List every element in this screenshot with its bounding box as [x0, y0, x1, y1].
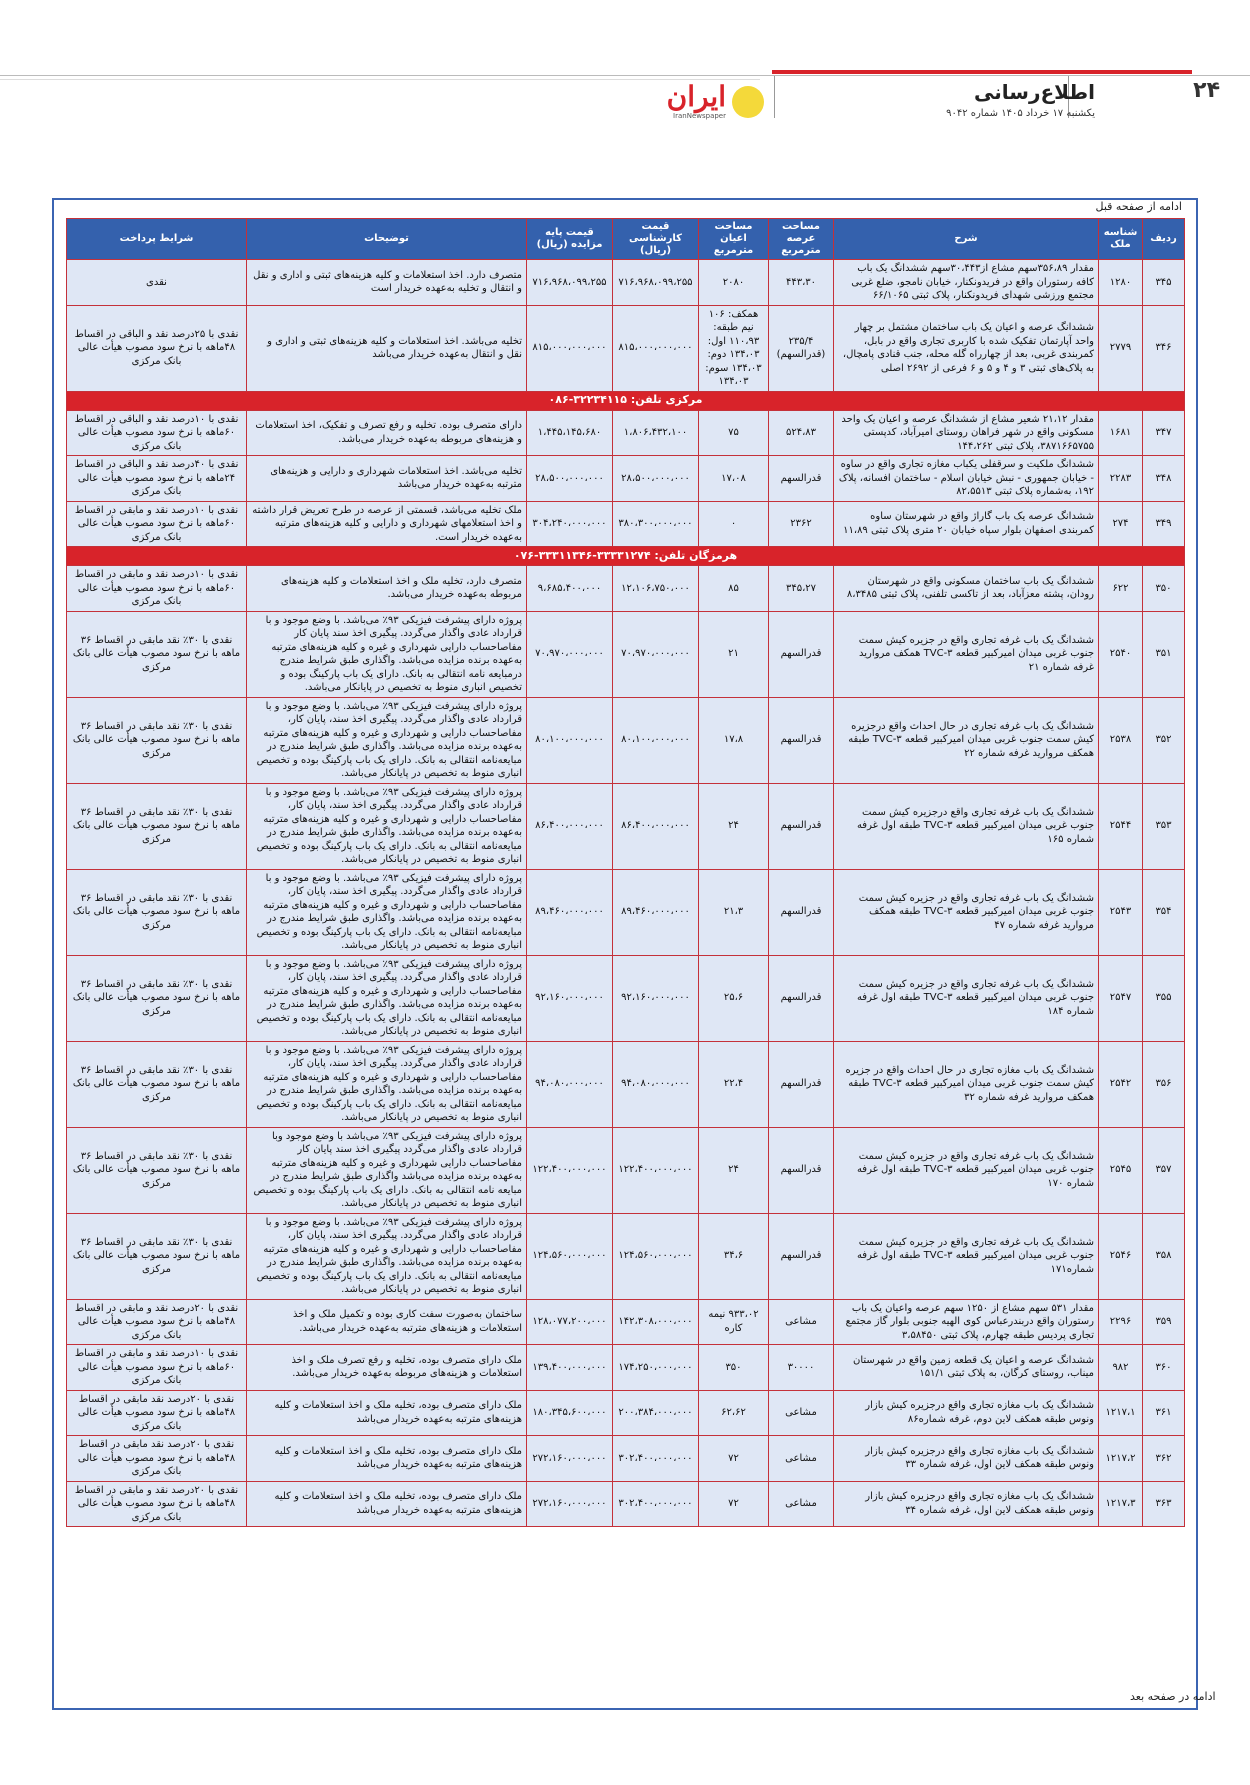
table-cell: ملک دارای متصرف بوده، تخلیه ملک و اخذ استعلامات و کلیه هزینه‌های مترتبه به‌عهده خریدار می‌باشد [247, 1481, 527, 1527]
table-cell: قدرالسهم [769, 1127, 834, 1213]
column-header: قیمت پایه مزایده (ریال) [527, 219, 613, 260]
header-divider [774, 76, 775, 118]
table-cell: ۳۵۰ [1143, 566, 1185, 612]
table-cell: ۲۵۴۳ [1099, 869, 1143, 955]
table-cell: ششدانگ یک باب غرفه تجاری واقع در جزیره کیش سمت جنوب غربی میدان امیرکبیر قطعه TVC-۳ طبقه همکف مروارید غرفه شماره ۴۷ [834, 869, 1099, 955]
column-header: مساحت اعیان مترمربع [699, 219, 769, 260]
table-cell: ۹۲،۱۶۰،۰۰۰،۰۰۰ [527, 955, 613, 1041]
table-body [67, 260, 1185, 1527]
table-cell: ششدانگ یک باب ساختمان مسکونی واقع در شهرستان رودان، پشته معزآباد، بعد از تاکسی تلفنی، پلاک ثبتی ۸،۳۴۸۵ [834, 566, 1099, 612]
table-cell: ۶۲،۶۲ [699, 1390, 769, 1436]
table-cell: قدرالسهم [769, 456, 834, 502]
table-cell: قدرالسهم [769, 1213, 834, 1299]
table-cell: ۳۶۱ [1143, 1390, 1185, 1436]
column-header: مساحت عرصه مترمربع [769, 219, 834, 260]
table-cell: نقدی با ۳۰٪ نقد مابقی در اقساط ۳۶ ماهه با نرخ سود مصوب هیأت عالی بانک مرکزی [67, 955, 247, 1041]
table-cell: پروژه دارای پیشرفت فیزیکی ۹۳٪ می‌باشد با وضع موجود وبا قرارداد عادی واگذار می‌گردد پیگیری اخذ سند پایان کار مفاصاحساب دارایی شهرداری و غیره و کلیه هزینه‌های مترتبه به‌عهده برنده مزایده می‌باشد واگذاری طبق شرایط مندرج در مبایعه نامه انتقالی به بانک. دارای یک باب پارکینگ بوده و تخصیص انباری منوط به تخصیص در پایانکار می‌باشد. [247, 1127, 527, 1213]
table-cell: پروژه دارای پیشرفت فیزیکی ۹۳٪ می‌باشد. با وضع موجود و با قرارداد عادی واگذار می‌گردد. پیگیری اخذ سند، پایان کار، مفاصاحساب دارایی و شهرداری و غیره و کلیه هزینه‌های مترتبه به‌عهده برنده مزایده می‌باشد. واگذاری طبق شرایط مندرج در مبایعه‌نامه انتقالی به بانک. دارای یک باب پارکینگ بوده و تخصیص انباری منوط به تخصیص در پایانکار می‌باشد. [247, 955, 527, 1041]
table-cell: ۱،۸۰۶،۴۳۲،۱۰۰ [613, 410, 699, 456]
table-cell: ۱۲۸۰ [1099, 260, 1143, 306]
table-cell: ۲۵۴۷ [1099, 955, 1143, 1041]
table-cell: نقدی با ۳۰٪ نقد مابقی در اقساط ۳۶ ماهه با نرخ سود مصوب هیأت عالی بانک مرکزی [67, 611, 247, 697]
table-cell: ۲۲۸۳ [1099, 456, 1143, 502]
table-cell: ششدانگ عرصه و اعیان یک باب ساختمان مشتمل بر چهار واحد آپارتمان تفکیک شده با کاربری تجاری واقع در بابل، کمربندی غربی، بعد از چهارراه گله محله، جنب قنادی پامچال، به پلاک‌های ثبتی ۳ و ۴ و ۵ و ۶ فرعی از ۲۶۹۲ اصلی [834, 305, 1099, 391]
table-row [67, 1481, 1185, 1527]
table-cell: ۱،۴۴۵،۱۴۵،۶۸۰ [527, 410, 613, 456]
logo-text: ایران [666, 80, 726, 113]
table-cell: پروژه دارای پیشرفت فیزیکی ۹۳٪ می‌باشد. با وضع موجود و با قرارداد عادی واگذار می‌گردد. پیگیری اخذ سند، پایان کار، مفاصاحساب دارایی و شهرداری و غیره و کلیه هزینه‌های مترتبه به‌عهده برنده مزایده می‌باشد. واگذاری طبق شرایط مندرج در مبایعه‌نامه انتقالی به بانک. دارای یک باب پارکینگ بوده و تخصیص انباری منوط به تخصیص در پایانکار می‌باشد. [247, 1041, 527, 1127]
table-cell: ۹،۶۸۵،۴۰۰،۰۰۰ [527, 566, 613, 612]
table-cell: پروژه دارای پیشرفت فیزیکی ۹۳٪ می‌باشد. با وضع موجود و با قرارداد عادی واگذار می‌گردد. پیگیری اخذ سند، پایان کار، مفاصاحساب دارایی و شهرداری و غیره و کلیه هزینه‌های مترتبه به‌عهده برنده مزایده می‌باشد. واگذاری طبق شرایط مندرج در مبایعه‌نامه انتقالی به بانک. دارای یک باب پارکینگ بوده و تخصیص انباری منوط به تخصیص در پایانکار می‌باشد. [247, 783, 527, 869]
table-cell: ۳۰۰۰۰ [769, 1345, 834, 1391]
table-cell: ۳۶۲ [1143, 1436, 1185, 1482]
table-cell: ۳۸۰،۳۰۰،۰۰۰،۰۰۰ [613, 501, 699, 547]
table-cell: ۷۲ [699, 1481, 769, 1527]
region-band [67, 547, 1185, 566]
table-cell: مقدار ۲۱،۱۲ شعیر مشاع از ششدانگ عرصه و اعیان یک واحد مسکونی واقع در شهر فراهان روستای امیرآباد، کدپستی ۳۸۷۱۶۶۵۷۵۵، پلاک ثبتی ۱۴۴،۲۶۲ [834, 410, 1099, 456]
table-cell: ۳۴۶ [1143, 305, 1185, 391]
table-cell: ششدانگ یک باب غرفه تجاری واقع در جزیره کیش سمت جنوب غربی میدان امیرکبیر قطعه TVC-۳ همکف مروارید غرفه شماره ۲۱ [834, 611, 1099, 697]
table-cell: ۳۵۲ [1143, 697, 1185, 783]
table-cell: ۹۳۳،۰۲ نیمه کاره [699, 1299, 769, 1345]
table-cell: ملک دارای متصرف بوده، تخلیه و رفع تصرف ملک و اخذ استعلامات و هزینه‌های مربوطه به‌عهده خریدار می‌باشد. [247, 1345, 527, 1391]
column-header: قیمت کارشناسی (ریال) [613, 219, 699, 260]
table-cell: ۳۴۷ [1143, 410, 1185, 456]
table-cell: ۳۴۵ [1143, 260, 1185, 306]
region-band [67, 391, 1185, 410]
column-header: شرایط پرداخت [67, 219, 247, 260]
table-cell: ۸۶،۴۰۰،۰۰۰،۰۰۰ [527, 783, 613, 869]
table-cell: ۷۵ [699, 410, 769, 456]
table-cell: ۱۲۱۷،۱ [1099, 1390, 1143, 1436]
table-cell: ۳۴۸ [1143, 456, 1185, 502]
newspaper-logo [664, 80, 764, 122]
table-cell: ششدانگ ملکیت و سرقفلی یکباب مغازه تجاری واقع در ساوه - خیابان جمهوری - نبش خیابان اسلام - ساختمان افسانه، پلاک ۱۹۲، به‌شماره پلاک ثبتی ۸۲،۵۵۱۳ [834, 456, 1099, 502]
table-header-row [67, 219, 1185, 260]
table-cell: ۳۴۹ [1143, 501, 1185, 547]
table-cell: نقدی [67, 260, 247, 306]
table-row [67, 260, 1185, 306]
table-cell: نقدی با ۲۰درصد نقد مابقی در اقساط ۴۸ماهه با نرخ سود مصوب هیأت عالی بانک مرکزی [67, 1390, 247, 1436]
table-cell: ۰ [699, 501, 769, 547]
table-cell: تخلیه می‌باشد. اخذ استعلامات و کلیه هزینه‌های ثبتی و اداری و نقل و انتقال به‌عهده خریدار می‌باشد [247, 305, 527, 391]
table-cell: مقدار ۵۳۱ سهم مشاع از ۱۲۵۰ سهم عرصه واعیان یک باب رستوران واقع دربندرعباس کوی الهیه جنوبی بلوار گاز مجتمع تجاری پردیس طبقه چهارم، پلاک ثبتی ۳،۵۸۴۵۰ [834, 1299, 1099, 1345]
table-cell: متصرف دارد. اخذ استعلامات و کلیه هزینه‌های ثبتی و اداری و نقل و انتقال و تخلیه به‌عهده خریدار است [247, 260, 527, 306]
table-cell: نقدی با ۳۰٪ نقد مابقی در اقساط ۳۶ ماهه با نرخ سود مصوب هیأت عالی بانک مرکزی [67, 1213, 247, 1299]
table-cell: ۲۰۸۰ [699, 260, 769, 306]
table-cell: ۹۲،۱۶۰،۰۰۰،۰۰۰ [613, 955, 699, 1041]
table-cell: ۱۷،۸ [699, 697, 769, 783]
table-cell: ششدانگ یک باب مغازه تجاری واقع درجزیره کیش بازار ونوس طبقه همکف لاین اول، غرفه شماره ۳۴ [834, 1481, 1099, 1527]
table-row [67, 1299, 1185, 1345]
table-cell: ۴۴۳،۳۰ [769, 260, 834, 306]
auction-table [66, 218, 1185, 1527]
table-cell: ششدانگ یک باب غرفه تجاری واقع درجزیره کیش سمت جنوب غربی میدان امیرکبیر قطعه TVC-۳ طبقه اول غرفه شماره ۱۶۵ [834, 783, 1099, 869]
table-cell: ۳۵۷ [1143, 1127, 1185, 1213]
table-cell: پروژه دارای پیشرفت فیزیکی ۹۳٪ می‌باشد. با وضع موجود و با قرارداد عادی واگذار می‌گردد. پیگیری اخذ سند، پایان کار، مفاصاحساب دارایی و شهرداری و غیره و کلیه هزینه‌های مترتبه به‌عهده برنده مزایده می‌باشد. واگذاری طبق شرایط مندرج در مبایعه‌نامه انتقالی به بانک. دارای یک باب پارکینگ بوده و تخصیص انباری منوط به تخصیص در پایانکار می‌باشد. [247, 1213, 527, 1299]
table-cell: نقدی با ۳۰٪ نقد مابقی در اقساط ۳۶ ماهه با نرخ سود مصوب هیأت عالی بانک مرکزی [67, 1127, 247, 1213]
table-cell: ۱۲۲،۴۰۰،۰۰۰،۰۰۰ [527, 1127, 613, 1213]
table-cell: ۲۴ [699, 783, 769, 869]
table-row [67, 955, 1185, 1041]
table-cell: ششدانگ عرصه یک باب گاراژ واقع در شهرستان ساوه کمربندی اصفهان بلوار سپاه خیابان ۲۰ متری پلاک ثبتی ۱۱،۸۹ [834, 501, 1099, 547]
table-cell: ۹۴،۰۸۰،۰۰۰،۰۰۰ [613, 1041, 699, 1127]
table-cell: قدرالسهم [769, 697, 834, 783]
table-cell: ۳۵۳ [1143, 783, 1185, 869]
table-cell: ۹۸۲ [1099, 1345, 1143, 1391]
sun-icon [732, 86, 764, 118]
table-cell: ۲۲،۴ [699, 1041, 769, 1127]
table-cell: ۱۲۴،۵۶۰،۰۰۰،۰۰۰ [613, 1213, 699, 1299]
table-cell: ۲۷۲،۱۶۰،۰۰۰،۰۰۰ [527, 1481, 613, 1527]
table-cell: نقدی با ۱۰درصد نقد و مابقی در اقساط ۶۰ماهه با نرخ سود مصوب هیأت عالی بانک مرکزی [67, 1345, 247, 1391]
table-cell: قدرالسهم [769, 783, 834, 869]
table-cell: قدرالسهم [769, 1041, 834, 1127]
table-cell: ۱۴۲،۳۰۸،۰۰۰،۰۰۰ [613, 1299, 699, 1345]
table-cell: ۲۵۴۵ [1099, 1127, 1143, 1213]
table-cell: نقدی با ۴۰درصد نقد و الباقی در اقساط ۲۴ماهه با نرخ سود مصوب هیأت عالی بانک مرکزی [67, 456, 247, 502]
table-cell: ۷۱۶،۹۶۸،۰۹۹،۲۵۵ [527, 260, 613, 306]
table-cell: نقدی با ۱۰درصد نقد و مابقی در اقساط ۶۰ماهه با نرخ سود مصوب هیأت عالی بانک مرکزی [67, 566, 247, 612]
table-cell: تخلیه می‌باشد. اخذ استعلامات شهرداری و دارایی و هزینه‌های مترتبه به‌عهده خریدار می‌باشد [247, 456, 527, 502]
table-cell: ۲۵،۶ [699, 955, 769, 1041]
table-cell: پروژه دارای پیشرفت فیزیکی ۹۳٪ می‌باشد. با وضع موجود و با قرارداد عادی واگذار می‌گردد. پیگیری اخذ سند، پایان کار، مفاصاحساب دارایی و شهرداری و غیره و کلیه هزینه‌های مترتبه به‌عهده برنده مزایده می‌باشد. واگذاری طبق شرایط مندرج در مبایعه‌نامه انتقالی به بانک. دارای یک باب پارکینگ بوده و تخصیص انباری منوط به تخصیص در پایانکار می‌باشد. [247, 869, 527, 955]
table-cell: ۳۵۱ [1143, 611, 1185, 697]
table-cell: ۲۳۶۲ [769, 501, 834, 547]
table-cell: ششدانگ یک باب غرفه تجاری در حال احداث واقع درجزیره کیش سمت جنوب غربی میدان امیرکبیر قطعه TVC-۳ طبقه همکف مروارید غرفه شماره ۲۲ [834, 697, 1099, 783]
table-cell: مقدار ۳۵۶،۸۹سهم مشاع از۳۰،۴۴۳سهم ششدانگ یک باب کافه رستوران واقع در فریدونکنار، خیابان نامجو، ضلع غربی مجتمع ورزشی شهدای فریدونکنار، پلاک ثبتی ۶۶/۱۰۶۵ [834, 260, 1099, 306]
table-cell: ۳۵۸ [1143, 1213, 1185, 1299]
table-cell: ملک دارای متصرف بوده، تخلیه ملک و اخذ استعلامات و کلیه هزینه‌های مترتبه به‌عهده خریدار می‌باشد [247, 1436, 527, 1482]
table-cell: ۸۱۵،۰۰۰،۰۰۰،۰۰۰ [613, 305, 699, 391]
table-cell: ۲۴ [699, 1127, 769, 1213]
table-cell: ۸۹،۴۶۰،۰۰۰،۰۰۰ [613, 869, 699, 955]
column-header: شرح [834, 219, 1099, 260]
table-cell: ۱۲۸،۰۷۷،۲۰۰،۰۰۰ [527, 1299, 613, 1345]
table-cell: ۶۲۲ [1099, 566, 1143, 612]
table-cell: نقدی با ۳۰٪ نقد مابقی در اقساط ۳۶ ماهه با نرخ سود مصوب هیأت عالی بانک مرکزی [67, 869, 247, 955]
table-cell: نقدی با ۳۰٪ نقد مابقی در اقساط ۳۶ ماهه با نرخ سود مصوب هیأت عالی بانک مرکزی [67, 1041, 247, 1127]
column-header: شناسه ملک [1099, 219, 1143, 260]
table-cell: نقدی با ۳۰٪ نقد مابقی در اقساط ۳۶ ماهه با نرخ سود مصوب هیأت عالی بانک مرکزی [67, 783, 247, 869]
table-cell: ۱۸۰،۳۴۵،۶۰۰،۰۰۰ [527, 1390, 613, 1436]
table-row [67, 783, 1185, 869]
table-cell: ۷۰،۹۷۰،۰۰۰،۰۰۰ [527, 611, 613, 697]
table-cell: ۳۵۶ [1143, 1041, 1185, 1127]
table-cell: ۸۹،۴۶۰،۰۰۰،۰۰۰ [527, 869, 613, 955]
table-cell: مشاعی [769, 1436, 834, 1482]
table-cell: ۱۷۴،۲۵۰،۰۰۰،۰۰۰ [613, 1345, 699, 1391]
column-header: ردیف [1143, 219, 1185, 260]
table-row [67, 1127, 1185, 1213]
table-cell: قدرالسهم [769, 869, 834, 955]
table-cell: ۲۱،۳ [699, 869, 769, 955]
header-accent-bar [772, 70, 1192, 74]
table-cell: ۸۰،۱۰۰،۰۰۰،۰۰۰ [527, 697, 613, 783]
table-cell: پروژه دارای پیشرفت فیزیکی ۹۳٪ می‌باشد. با وضع موجود و با قرارداد عادی واگذار می‌گردد. پیگیری اخذ سند، پایان کار، مفاصاحساب دارایی و شهرداری و غیره و کلیه هزینه‌های مترتبه به‌عهده برنده مزایده می‌باشد. واگذاری طبق شرایط مندرج در مبایعه‌نامه انتقالی به بانک. دارای یک باب پارکینگ بوده و تخصیص انباری منوط به تخصیص در پایانکار می‌باشد. [247, 697, 527, 783]
table-row [67, 1041, 1185, 1127]
table-cell: مشاعی [769, 1299, 834, 1345]
table-cell: ۲۵۳۸ [1099, 697, 1143, 783]
table-cell: ۳۶۳ [1143, 1481, 1185, 1527]
table-row [67, 1345, 1185, 1391]
table-cell: ۳۰۲،۴۰۰،۰۰۰،۰۰۰ [613, 1436, 699, 1482]
logo-subtitle: IranNewspaper [673, 112, 726, 120]
table-cell: ششدانگ یک باب مغازه تجاری واقع درجزیره کیش بازار ونوس طبقه همکف لاین دوم، غرفه شماره۸۶ [834, 1390, 1099, 1436]
table-cell: ۱۲۱۷،۳ [1099, 1481, 1143, 1527]
continued-to-note: ادامه در صفحه بعد [1130, 1690, 1216, 1703]
table-cell: ۲۱ [699, 611, 769, 697]
table-cell: ۷۱۶،۹۶۸،۰۹۹،۲۵۵ [613, 260, 699, 306]
region-phone: مرکزی تلفن: ۳۲۲۳۴۱۱۵-۰۸۶ [67, 391, 1185, 410]
table-cell: نقدی با ۱۰درصد نقد و مابقی در اقساط ۶۰ماهه با نرخ سود مصوب هیأت عالی بانک مرکزی [67, 501, 247, 547]
page-number: ۲۴ [1193, 78, 1220, 103]
table-cell: ۱۲۴،۵۶۰،۰۰۰،۰۰۰ [527, 1213, 613, 1299]
table-cell: ۸۱۵،۰۰۰،۰۰۰،۰۰۰ [527, 305, 613, 391]
table-cell: ساختمان به‌صورت سفت کاری بوده و تکمیل ملک و اخذ استعلامات و هزینه‌های مترتبه به‌عهده خریدار می‌باشد. [247, 1299, 527, 1345]
table-cell: ۲۷۲،۱۶۰،۰۰۰،۰۰۰ [527, 1436, 613, 1482]
table-row [67, 410, 1185, 456]
table-cell: ۳۶۰ [1143, 1345, 1185, 1391]
continued-from-note: ادامه از صفحه قبل [1095, 200, 1182, 213]
table-cell: ۲۳۵/۴ (قدرالسهم) [769, 305, 834, 391]
table-row [67, 1213, 1185, 1299]
table-cell: قدرالسهم [769, 955, 834, 1041]
table-row [67, 697, 1185, 783]
table-cell: ۳۴،۶ [699, 1213, 769, 1299]
table-cell: ملک تخلیه می‌باشد، قسمتی از عرصه در طرح تعریض قرار داشته و اخذ استعلامهای شهرداری و دارایی و کلیه هزینه‌های مترتبه به‌عهده خریدار است. [247, 501, 527, 547]
table-cell: ۷۲ [699, 1436, 769, 1482]
table-cell: ششدانگ یک باب مغازه تجاری واقع درجزیره کیش بازار ونوس طبقه همکف لاین اول، غرفه شماره ۳۳ [834, 1436, 1099, 1482]
table-cell: نقدی با ۲۵درصد نقد و الباقی در اقساط ۴۸ماهه با نرخ سود مصوب هیأت عالی بانک مرکزی [67, 305, 247, 391]
table-cell: ۱۶۸۱ [1099, 410, 1143, 456]
table-cell: ۳۵۵ [1143, 955, 1185, 1041]
table-cell: ۳۵۹ [1143, 1299, 1185, 1345]
table-cell: ۲۸،۵۰۰،۰۰۰،۰۰۰ [613, 456, 699, 502]
date-line: یکشنبه ۱۷ خرداد ۱۴۰۵ شماره ۹۰۴۲ [946, 108, 1095, 119]
table-row [67, 305, 1185, 391]
table-cell: ۲۵۴۰ [1099, 611, 1143, 697]
table-cell: پروژه دارای پیشرفت فیزیکی ۹۳٪ می‌باشد. با وضع موجود و با قرارداد عادی واگذار می‌گردد. پیگیری اخذ سند پایان کار مفاصاحساب دارایی شهرداری و غیره و کلیه هزینه‌های مترتبه به‌عهده برنده مزایده می‌باشد. واگذاری طبق شرایط مندرج درمبایعه نامه انتقالی به بانک. دارای یک باب پارکینگ بوده و تخصیص انباری منوط به تخصیص در پایانکار می‌باشد. [247, 611, 527, 697]
table-cell: ۱۳۹،۴۰۰،۰۰۰،۰۰۰ [527, 1345, 613, 1391]
table-cell: همکف: ۱۰۶ نیم طبقه: ۱۱۰،۹۳ اول: ۱۳۴،۰۳ دوم: ۱۳۴،۰۳ سوم: ۱۳۴،۰۳ [699, 305, 769, 391]
table-cell: ۲۵۴۲ [1099, 1041, 1143, 1127]
table-row [67, 566, 1185, 612]
table-cell: ۵۲۴،۸۳ [769, 410, 834, 456]
table-cell: ملک دارای متصرف بوده، تخلیه ملک و اخذ استعلامات و کلیه هزینه‌های مترتبه به‌عهده خریدار می‌باشد [247, 1390, 527, 1436]
table-cell: ۲۸،۵۰۰،۰۰۰،۰۰۰ [527, 456, 613, 502]
table-cell: ۲۲۹۶ [1099, 1299, 1143, 1345]
table-cell: ششدانگ یک باب مغازه تجاری در حال احداث واقع در جزیره کیش سمت جنوب غربی میدان امیرکبیر قطعه TVC-۳ طبقه همکف مروارید غرفه شماره ۳۲ [834, 1041, 1099, 1127]
table-cell: ۱۲،۱۰۶،۷۵۰،۰۰۰ [613, 566, 699, 612]
table-row [67, 1436, 1185, 1482]
table-cell: ۳۵۰ [699, 1345, 769, 1391]
table-row [67, 611, 1185, 697]
table-cell: ۸۵ [699, 566, 769, 612]
table-cell: قدرالسهم [769, 611, 834, 697]
table-cell: ششدانگ یک باب غرفه تجاری واقع در جزیره کیش سمت جنوب غربی میدان امیرکبیر قطعه TVC-۳ طبقه اول غرفه شماره ۱۸۴ [834, 955, 1099, 1041]
table-cell: نقدی با ۱۰درصد نقد و الباقی در اقساط ۶۰ماهه با نرخ سود مصوب هیأت عالی بانک مرکزی [67, 410, 247, 456]
table-row [67, 1390, 1185, 1436]
table-cell: مشاعی [769, 1390, 834, 1436]
table-cell: نقدی با ۲۰درصد نقد مابقی در اقساط ۴۸ماهه با نرخ سود مصوب هیأت عالی بانک مرکزی [67, 1436, 247, 1482]
table-cell: ۱۲۲،۴۰۰،۰۰۰،۰۰۰ [613, 1127, 699, 1213]
table-cell: ششدانگ یک باب غرفه تجاری واقع در جزیره کیش سمت جنوب غربی میدان امیرکبیر قطعه TVC-۳ طبقه اول غرفه شماره ۱۷۰ [834, 1127, 1099, 1213]
table-row [67, 869, 1185, 955]
table-cell: ۳۵۴ [1143, 869, 1185, 955]
table-row [67, 456, 1185, 502]
table-cell: ۲۰۰،۳۸۴،۰۰۰،۰۰۰ [613, 1390, 699, 1436]
table-cell: نقدی با ۲۰درصد نقد و مابقی در اقساط ۴۸ماهه با نرخ سود مصوب هیأت عالی بانک مرکزی [67, 1299, 247, 1345]
table-cell: ۱۲۱۷،۲ [1099, 1436, 1143, 1482]
section-title: اطلاع‌رسانی [974, 80, 1095, 104]
column-header: توضیحات [247, 219, 527, 260]
table-cell: ۹۴،۰۸۰،۰۰۰،۰۰۰ [527, 1041, 613, 1127]
region-phone: هرمزگان تلفن: ۳۳۳۳۱۲۷۴-۳۳۳۱۱۳۴۶-۰۷۶ [67, 547, 1185, 566]
table-cell: ۲۷۴ [1099, 501, 1143, 547]
table-cell: ششدانگ عرصه و اعیان یک قطعه زمین واقع در شهرستان میناب، روستای کرگان، به پلاک ثبتی ۱۵۱/۱ [834, 1345, 1099, 1391]
table-cell: ۳۰۴،۲۴۰،۰۰۰،۰۰۰ [527, 501, 613, 547]
table-row [67, 501, 1185, 547]
table-cell: مشاعی [769, 1481, 834, 1527]
table-cell: دارای متصرف بوده. تخلیه و رفع تصرف و تفکیک، اخذ استعلامات و هزینه‌های مربوطه به‌عهده خریدار می‌باشد. [247, 410, 527, 456]
header-rule-secondary [0, 79, 760, 80]
table-cell: ۸۶،۴۰۰،۰۰۰،۰۰۰ [613, 783, 699, 869]
header-rule [0, 75, 1250, 76]
table-cell: ۸۰،۱۰۰،۰۰۰،۰۰۰ [613, 697, 699, 783]
table-cell: متصرف دارد، تخلیه ملک و اخذ استعلامات و کلیه هزینه‌های مربوطه به‌عهده خریدار می‌باشد. [247, 566, 527, 612]
table-cell: ۷۰،۹۷۰،۰۰۰،۰۰۰ [613, 611, 699, 697]
table-cell: ۲۷۷۹ [1099, 305, 1143, 391]
table-cell: نقدی با ۲۰درصد نقد و مابقی در اقساط ۴۸ماهه با نرخ سود مصوب هیأت عالی بانک مرکزی [67, 1481, 247, 1527]
table-cell: ششدانگ یک باب غرفه تجاری واقع در جزیره کیش سمت جنوب غربی میدان امیرکبیر قطعه TVC-۳ طبقه اول غرفه شماره۱۷۱ [834, 1213, 1099, 1299]
table-cell: نقدی با ۳۰٪ نقد مابقی در اقساط ۳۶ ماهه با نرخ سود مصوب هیأت عالی بانک مرکزی [67, 697, 247, 783]
table-cell: ۲۵۴۶ [1099, 1213, 1143, 1299]
table-cell: ۳۰۲،۴۰۰،۰۰۰،۰۰۰ [613, 1481, 699, 1527]
table-cell: ۲۵۴۴ [1099, 783, 1143, 869]
table-cell: ۳۴۵،۲۷ [769, 566, 834, 612]
table-cell: ۱۷،۰۸ [699, 456, 769, 502]
